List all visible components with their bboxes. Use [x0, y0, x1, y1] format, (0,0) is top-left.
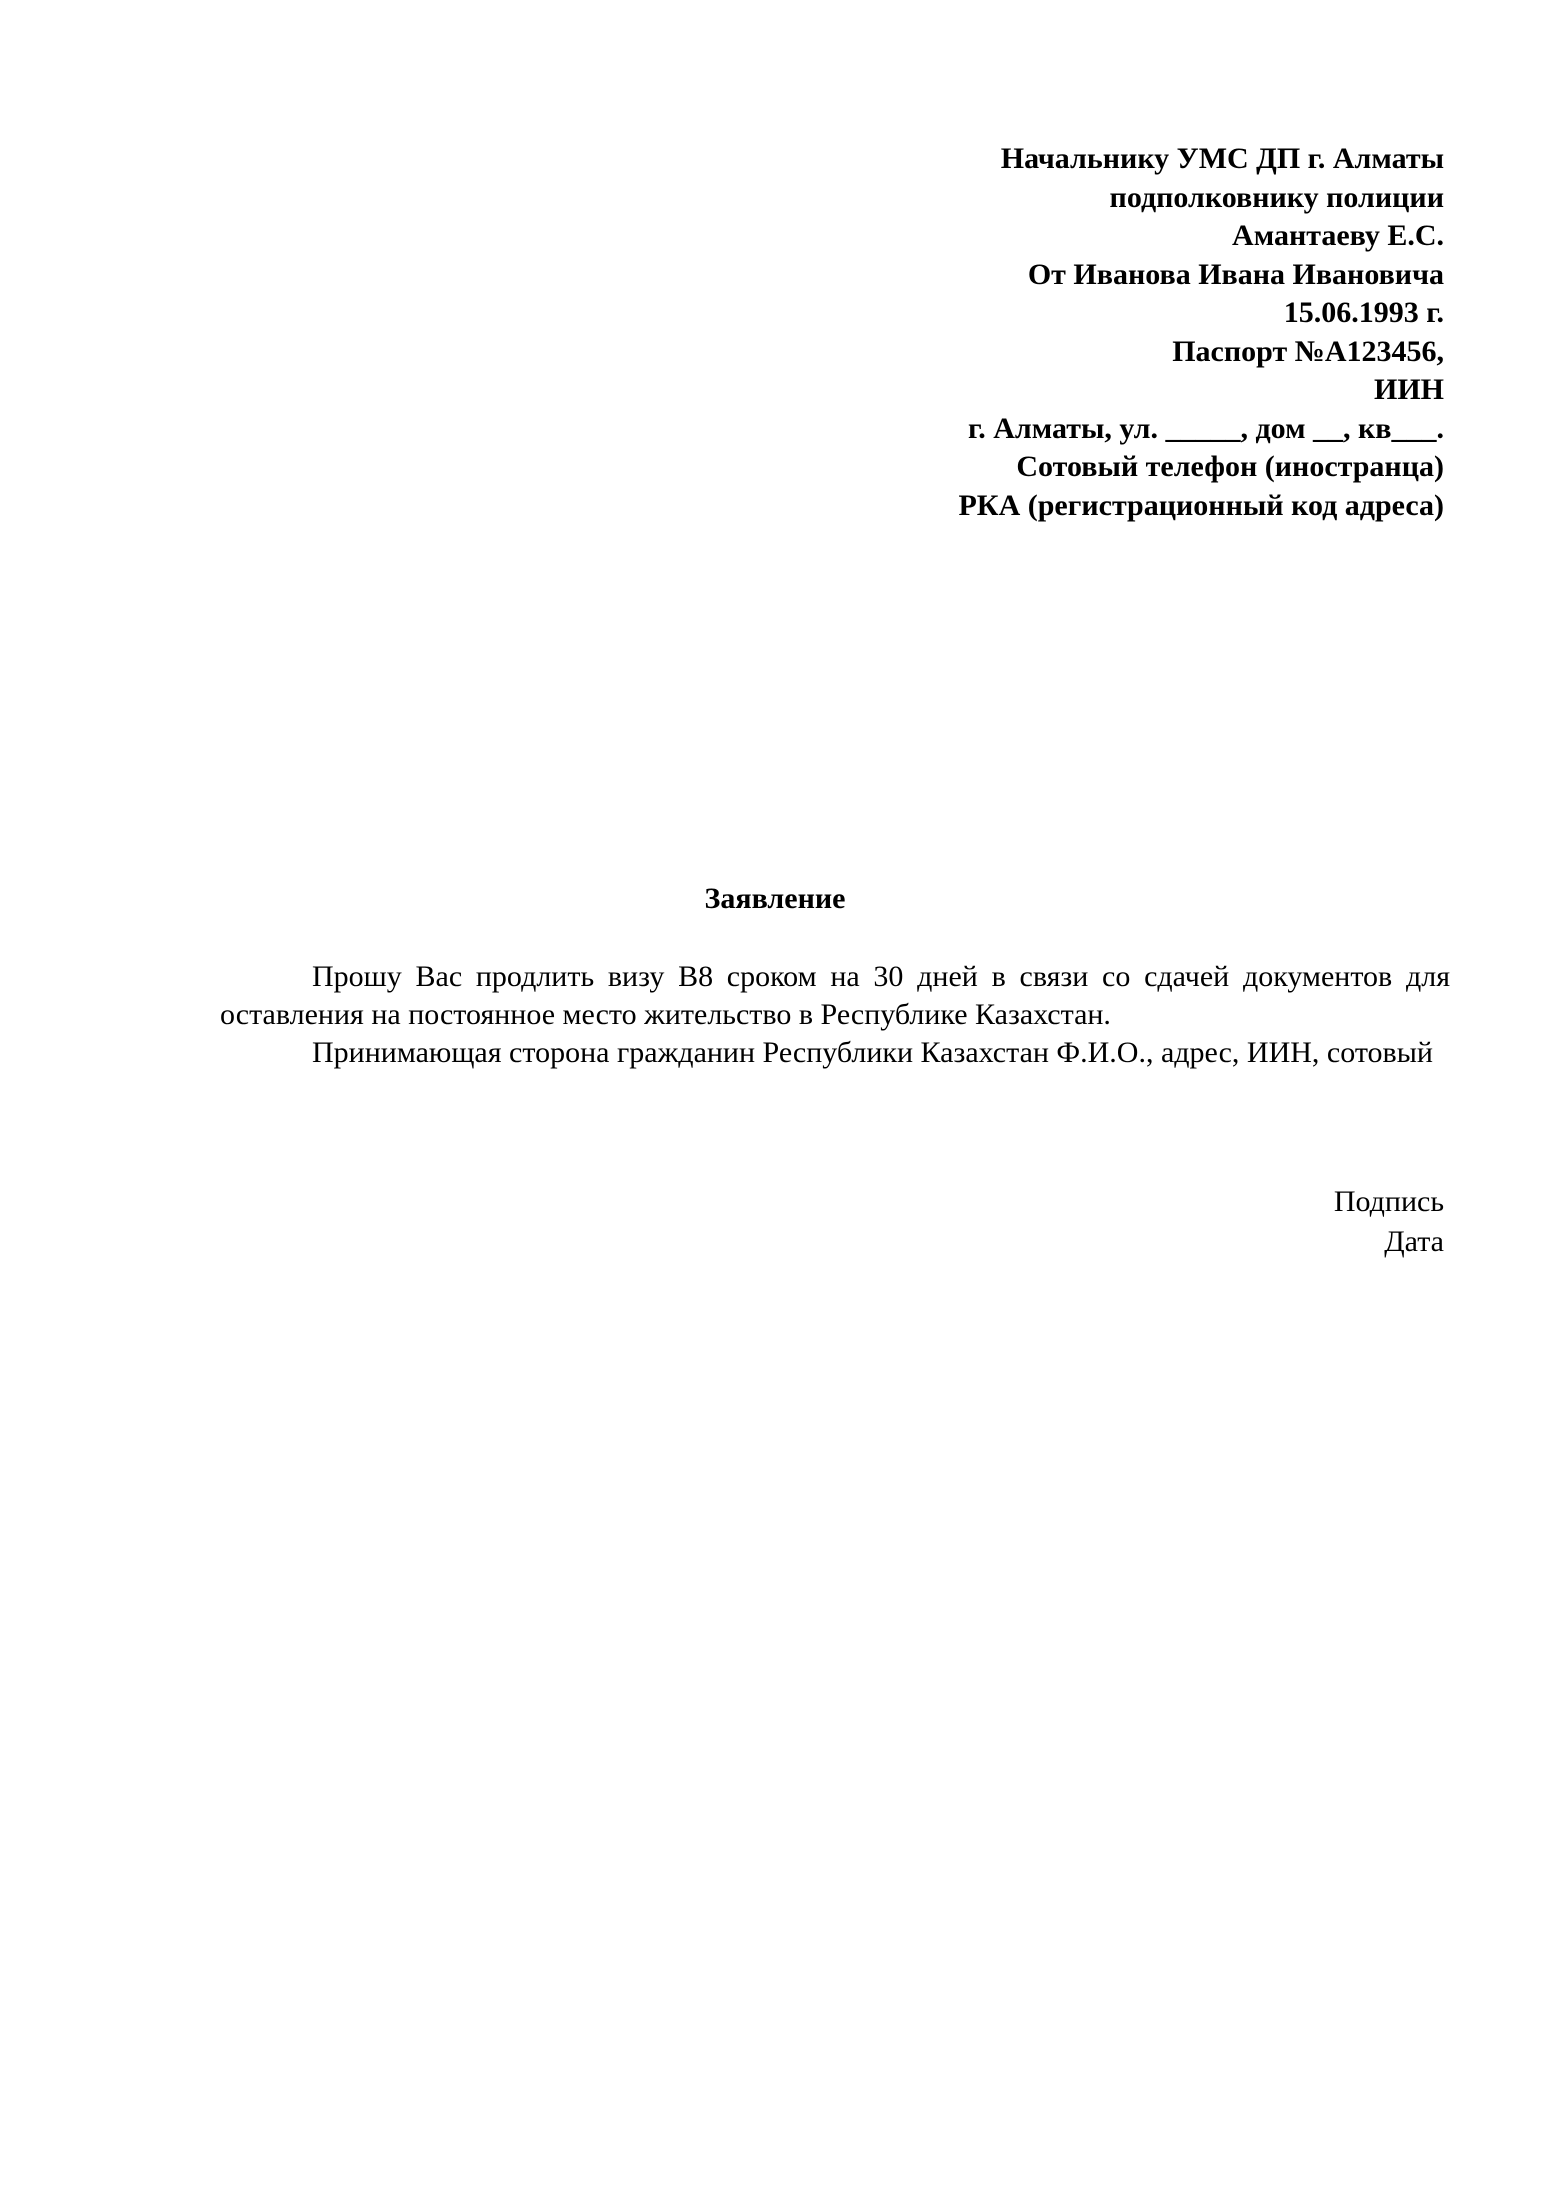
request-paragraph: Прошу Вас продлить визу В8 сроком на 30 дней в связи со сдачей документов для оставления на постоянное место жительство в Республике Казахстан. — [220, 960, 1450, 1031]
applicant-iin-line: ИИН — [1373, 373, 1444, 406]
applicant-address-code-line: РКА (регистрационный код адреса) — [958, 488, 1444, 522]
applicant-phone-line: Сотовый телефон (иностранца) — [1016, 450, 1444, 483]
applicant-address-line: г. Алматы, ул. _____, дом __, кв___. — [968, 411, 1444, 445]
document-title: Заявление — [704, 882, 846, 915]
date-label: Дата — [1384, 1225, 1444, 1258]
addressee-position-line: Начальнику УМС ДП г. Алматы — [1000, 142, 1444, 175]
signature-block — [1334, 1182, 1444, 1262]
signature-label: Подпись — [1333, 1185, 1444, 1218]
applicant-passport-line: Паспорт №А123456, — [1172, 334, 1444, 368]
addressee-name-line: Амантаеву Е.С. — [1232, 219, 1444, 252]
addressee-block — [958, 140, 1444, 525]
applicant-name-line: От Иванова Ивана Ивановича — [1027, 257, 1444, 291]
host-party-paragraph: Принимающая сторона гражданин Республики Казахстан Ф.И.О., адрес, ИИН, сотовый — [312, 1036, 1433, 1069]
applicant-birthdate-line: 15.06.1993 г. — [1283, 296, 1444, 329]
addressee-rank-line: подполковнику полиции — [1109, 180, 1444, 214]
document-body — [220, 958, 1450, 1072]
